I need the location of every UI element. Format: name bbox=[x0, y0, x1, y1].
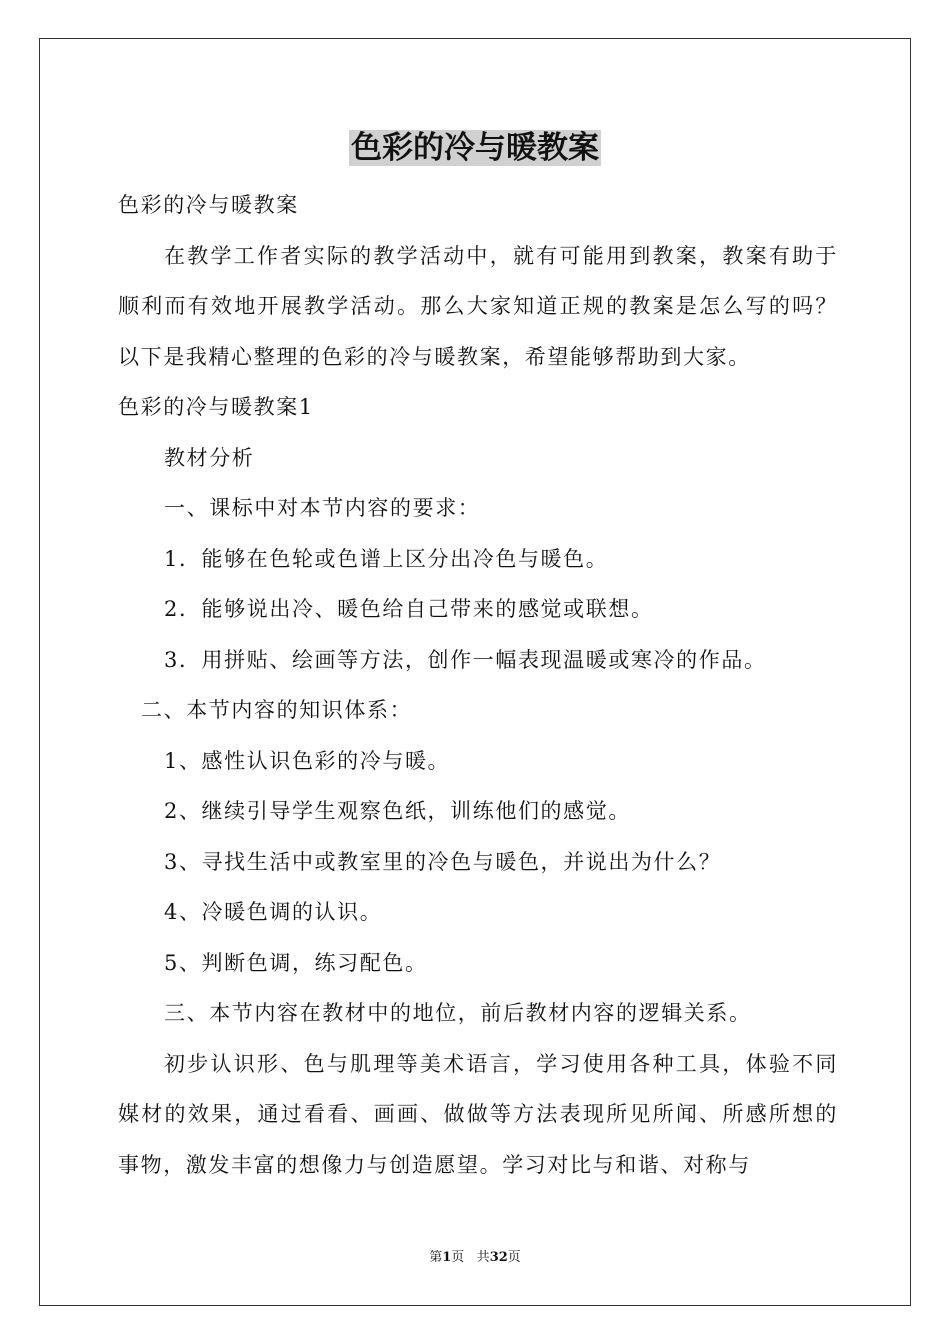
document-body bbox=[118, 180, 838, 1190]
footer-page-total: 32 bbox=[489, 1250, 508, 1265]
section-heading-1: 色彩的冷与暖教案1 bbox=[118, 395, 314, 419]
intro-paragraph: 在教学工作者实际的教学活动中，就有可能用到教案，教案有助于顺利而有效地开展教学活动。那么大家知道正规的教案是怎么写的吗？以下是我精心整理的色彩的冷与暖教案，希望能够帮助到大家。 bbox=[118, 243, 838, 369]
document-title-text: 色彩的冷与暖教案 bbox=[351, 130, 599, 166]
footer-page-prefix: 第 bbox=[429, 1250, 443, 1265]
list-item: 2．能够说出冷、暖色给自己带来的感觉或联想。 bbox=[164, 597, 654, 621]
list-heading-1: 一、课标中对本节内容的要求： bbox=[164, 496, 481, 520]
footer-total-prefix: 共 bbox=[476, 1250, 490, 1265]
list-heading-3: 三、本节内容在教材中的地位，前后教材内容的逻辑关系。 bbox=[164, 1001, 752, 1025]
page-footer bbox=[0, 1249, 950, 1267]
list-item: 4、冷暖色调的认识。 bbox=[164, 900, 383, 924]
subheading-materials: 教材分析 bbox=[164, 445, 255, 470]
list-item: 3、寻找生活中或教室里的冷色与暖色，并说出为什么？ bbox=[164, 849, 722, 874]
list-item: 1．能够在色轮或色谱上区分出冷色与暖色。 bbox=[164, 546, 609, 571]
list-item: 1、感性认识色彩的冷与暖。 bbox=[164, 748, 451, 773]
list-item: 5、判断色调，练习配色。 bbox=[164, 950, 428, 975]
list-item: 3．用拼贴、绘画等方法，创作一幅表现温暖或寒冷的作品。 bbox=[164, 647, 767, 672]
list-item: 2、继续引导学生观察色纸，训练他们的感觉。 bbox=[164, 799, 631, 823]
footer-page-number: 1 bbox=[442, 1250, 452, 1265]
document-title bbox=[0, 126, 950, 170]
footer-page-unit: 页 bbox=[451, 1250, 465, 1265]
subtitle-line: 色彩的冷与暖教案 bbox=[118, 193, 299, 217]
footer-total-unit: 页 bbox=[507, 1250, 521, 1265]
list-heading-2: 二、本节内容的知识体系： bbox=[141, 698, 413, 722]
body-paragraph: 初步认识形、色与肌理等美术语言，学习使用各种工具，体验不同媒材的效果，通过看看、画画、做做等方法表现所见所闻、所感所想的事物，激发丰富的想像力与创造愿望。学习对比与和谐、对称与 bbox=[118, 1051, 838, 1177]
